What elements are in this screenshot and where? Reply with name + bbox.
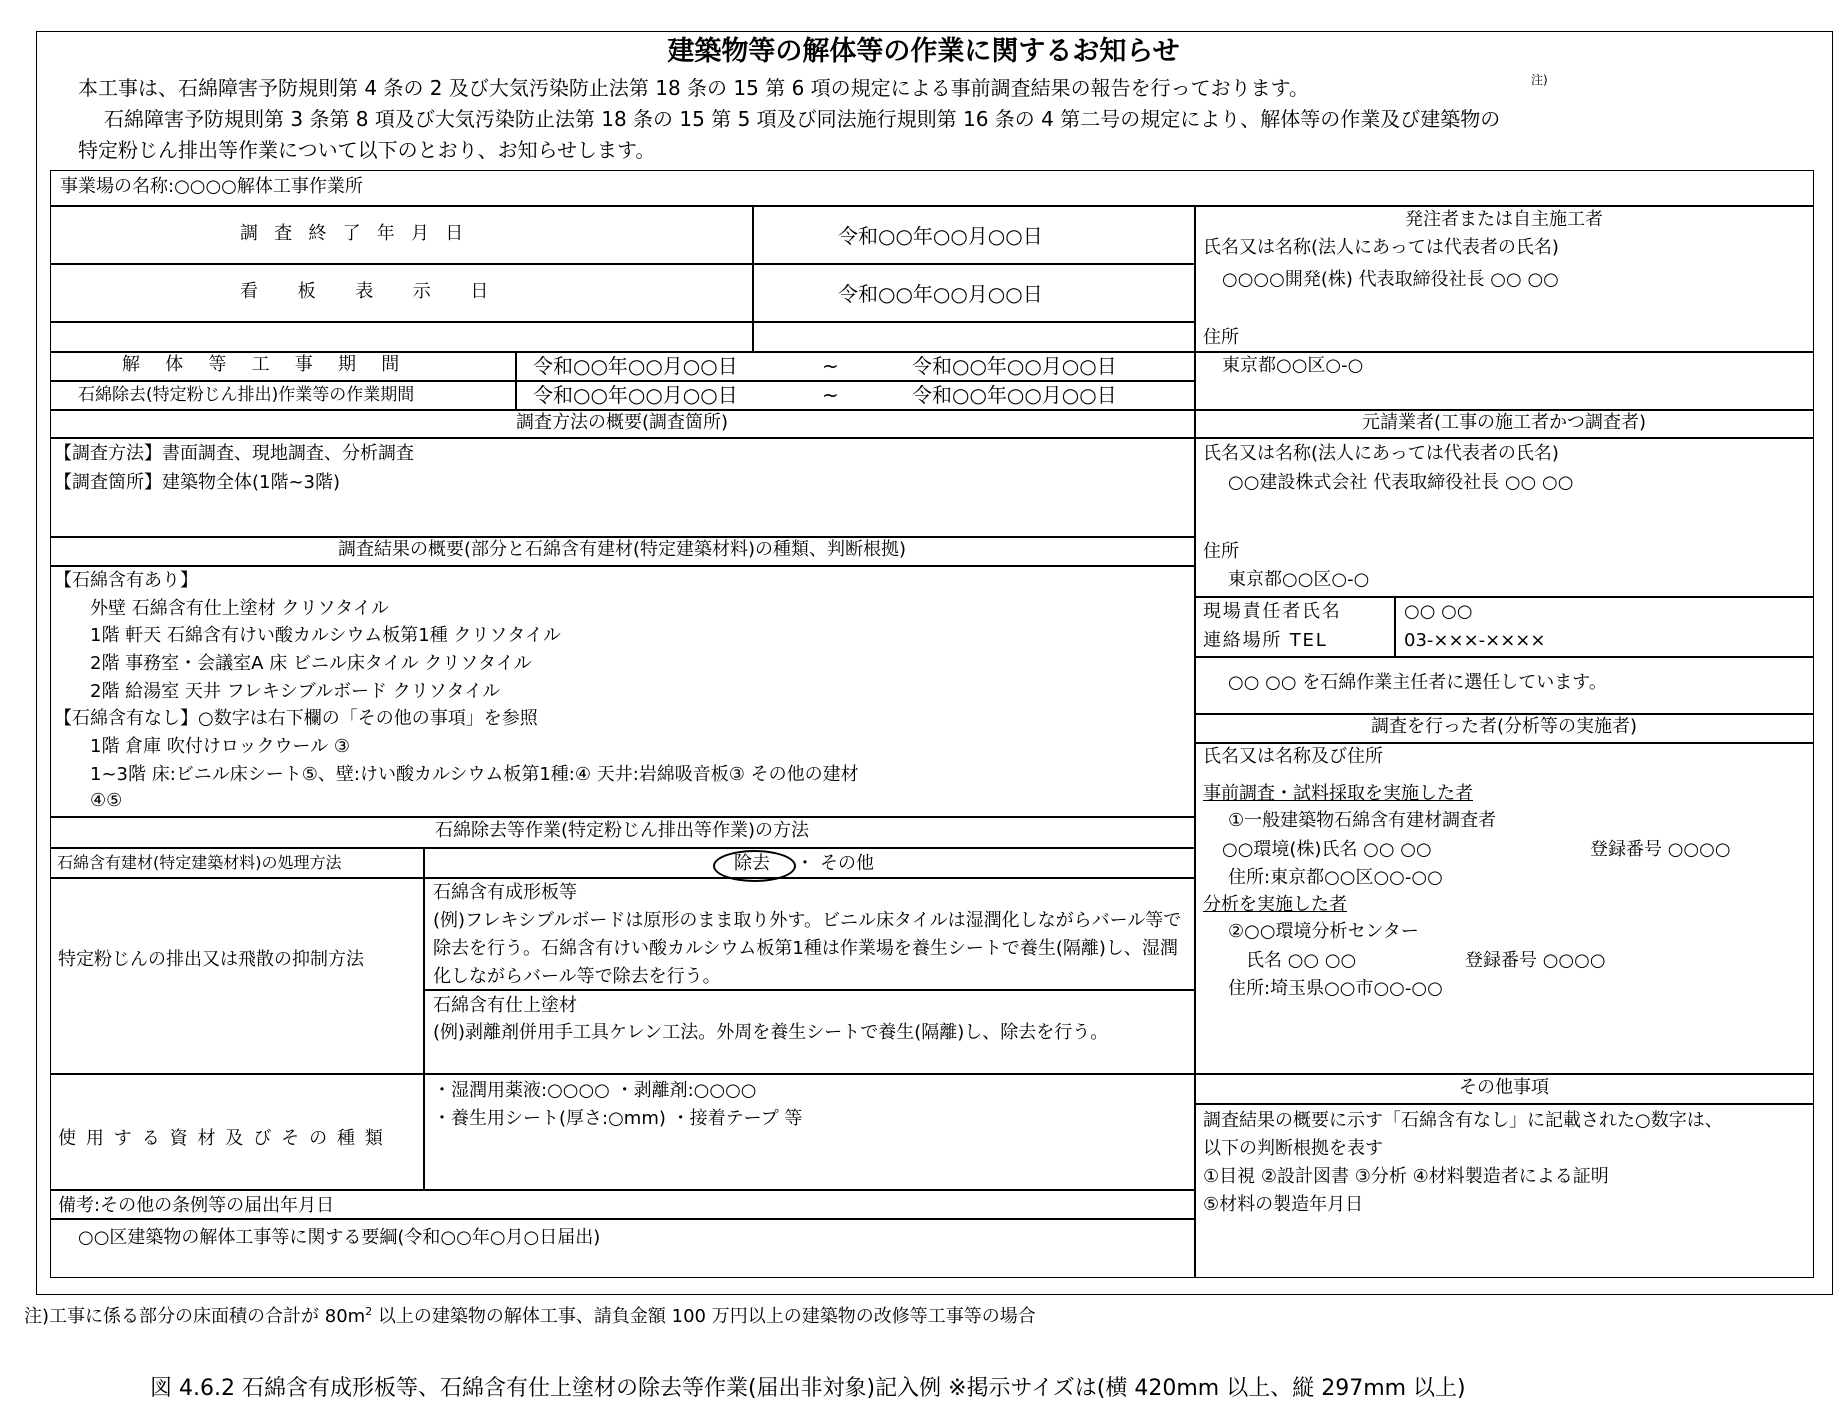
treatment-label: 石綿含有建材(特定建築材料)の処理方法 xyxy=(57,853,342,872)
asbestos-period-end: 令和○○年○○月○○日 xyxy=(912,383,1117,407)
contact-value: 03-×××-×××× xyxy=(1404,630,1546,651)
analysis-registration: 登録番号 ○○○○ xyxy=(1465,950,1606,971)
results-heading: 調査結果の概要(部分と石綿含有建材(特定建築材料)の種類、判断根拠) xyxy=(337,539,907,560)
surveyor-name-addr-label: 氏名又は名称及び住所 xyxy=(1203,746,1383,767)
figure-caption: 図 4.6.2 石綿含有成形板等、石綿含有仕上塗材の除去等作業(届出非対象)記入例 ※掲示サイズは(横 420mm 以上、縦 297mm 以上) xyxy=(150,1376,1466,1401)
footnote-superscript: 2 xyxy=(365,1305,373,1318)
rule-site-manager-top xyxy=(1194,596,1814,598)
workplace-name: 事業場の名称:○○○○解体工事作業所 xyxy=(60,176,363,197)
rule-materials-top xyxy=(50,1073,1814,1075)
other-heading: その他事項 xyxy=(1459,1077,1549,1098)
treatment-separator: ・ xyxy=(796,853,814,874)
orderer-address-value: 東京都○○区○-○ xyxy=(1222,355,1364,376)
footnote xyxy=(24,1306,1036,1326)
pre-survey-qualification: ①一般建築物石綿含有建材調査者 xyxy=(1228,810,1497,831)
sign-date-value: 令和○○年○○月○○日 xyxy=(838,282,1043,306)
site-manager-label: 現場責任者氏名 xyxy=(1203,601,1342,622)
materials-label: 使用する資材及びその種類 xyxy=(58,1128,393,1149)
results-line: 2階 事務室・会議室A 床 ビニル床タイル クリソタイル xyxy=(90,653,532,674)
rule-removal-top xyxy=(50,816,1194,818)
contractor-name-label: 氏名又は名称(法人にあっては代表者の氏名) xyxy=(1203,443,1559,464)
rule-survey-head-bottom xyxy=(50,437,1814,439)
analysis-org: ②○○環境分析センター xyxy=(1228,921,1419,942)
rule-period-mid xyxy=(50,380,1194,382)
chief-note: ○○ ○○ を石綿作業主任者に選任しています。 xyxy=(1228,672,1607,693)
rule-surveyor-head xyxy=(1194,742,1814,744)
contractor-heading: 元請業者(工事の施工者かつ調査者) xyxy=(1361,412,1647,433)
survey-end-label: 調査終了年月日 xyxy=(240,223,480,244)
rule-date-1 xyxy=(50,263,1194,265)
rule-remarks-label xyxy=(50,1218,1194,1220)
orderer-name-value: ○○○○開発(株) 代表取締役社長 ○○ ○○ xyxy=(1222,269,1559,290)
asbestos-period-tilde: ~ xyxy=(822,383,839,407)
survey-method-heading: 調査方法の概要(調査箇所) xyxy=(515,412,729,433)
rule-results-bottom xyxy=(50,565,1194,567)
results-line: 2階 給湯室 天井 フレキシブルボード クリソタイル xyxy=(90,681,501,702)
analysis-label: 分析を実施した者 xyxy=(1203,894,1347,915)
rule-results-top xyxy=(50,536,1194,538)
analysis-address: 住所:埼玉県○○市○○-○○ xyxy=(1228,978,1443,999)
intro-line-3: 特定粉じん排出等作業について以下のとおり、お知らせします。 xyxy=(78,138,656,162)
other-line-3: ①目視 ②設計図書 ③分析 ④材料製造者による証明 xyxy=(1203,1166,1609,1187)
contact-label: 連絡場所 TEL xyxy=(1203,630,1328,651)
treatment-other: その他 xyxy=(820,853,874,874)
orderer-name-label: 氏名又は名称(法人にあっては代表者の氏名) xyxy=(1203,237,1559,258)
survey-method: 【調査方法】書面調査、現地調査、分析調査 xyxy=(54,443,414,464)
surveyor-heading: 調査を行った者(分析等の実施者) xyxy=(1370,716,1638,737)
results-line: 【石綿含有あり】 xyxy=(54,570,198,591)
orderer-heading: 発注者または自主施工者 xyxy=(1405,209,1603,230)
pre-survey-label: 事前調査・試料採取を実施した者 xyxy=(1203,783,1473,804)
coating-title: 石綿含有仕上塗材 xyxy=(433,995,577,1016)
rule-period-divider xyxy=(515,351,517,409)
results-line: 【石綿含有なし】○数字は右下欄の「その他の事項」を参照 xyxy=(54,708,538,729)
results-line: 1階 軒天 石綿含有けい酸カルシウム板第1種 クリソタイル xyxy=(90,625,561,646)
treatment-selected: 除去 xyxy=(734,853,770,874)
pre-survey-registration: 登録番号 ○○○○ xyxy=(1590,839,1731,860)
board-text: (例)フレキシブルボードは原形のまま取り外す。ビニル床タイルは湿潤化しながらバール等で除去を行う。石綿含有けい酸カルシウム板第1種は作業場を養生シートで養生(隔離)し、湿潤化しながらバール等で除去を行う。 xyxy=(433,910,1182,987)
rule-survey-head-top xyxy=(50,409,1814,411)
other-line-1: 調査結果の概要に示す「石綿含有なし」に記載された○数字は、 xyxy=(1203,1110,1723,1131)
period-start: 令和○○年○○月○○日 xyxy=(533,354,738,378)
rule-workplace xyxy=(50,205,1814,207)
board-title: 石綿含有成形板等 xyxy=(433,882,577,903)
footnote-prefix: 注)工事に係る部分の床面積の合計が 80m xyxy=(24,1306,366,1327)
intro-line-2: 石綿障害予防規則第 3 条第 8 項及び大気汚染防止法第 18 条の 15 第 5 項及び同法施行規則第 16 条の 4 第二号の規定により、解体等の作業及び建築物の xyxy=(104,107,1501,131)
analysis-name: 氏名 ○○ ○○ xyxy=(1246,950,1357,971)
rule-surveyor-top xyxy=(1194,713,1814,715)
other-line-2: 以下の判断根拠を表す xyxy=(1203,1138,1383,1159)
period-label: 解体等工事期間 xyxy=(122,354,425,375)
results-line: ④⑤ xyxy=(90,790,123,811)
orderer-address-label: 住所 xyxy=(1203,327,1239,348)
remarks-label: 備考:その他の条例等の届出年月日 xyxy=(58,1195,335,1216)
remarks-value: ○○区建築物の解体工事等に関する要綱(令和○○年○月○日届出) xyxy=(78,1227,601,1248)
materials-line-1: ・湿潤用薬液:○○○○ ・剥離剤:○○○○ xyxy=(433,1080,757,1101)
suppression-label: 特定粉じんの排出又は飛散の抑制方法 xyxy=(58,949,364,970)
materials-line-2: ・養生用シート(厚さ:○mm) ・接着テープ 等 xyxy=(433,1108,803,1129)
results-line: 外壁 石綿含有仕上塗材 クリソタイル xyxy=(90,598,389,619)
survey-location: 【調査箇所】建築物全体(1階~3階) xyxy=(54,472,341,493)
rule-removal-head xyxy=(50,847,1194,849)
contractor-name-value: ○○建設株式会社 代表取締役社長 ○○ ○○ xyxy=(1228,472,1574,493)
asbestos-period-label: 石綿除去(特定粉じん排出)作業等の作業期間 xyxy=(78,385,415,405)
pre-survey-name: ○○環境(株)氏名 ○○ ○○ xyxy=(1222,839,1432,860)
intro-note-mark: 注) xyxy=(1531,73,1548,87)
results-line: 1~3階 床:ビニル床シート⑤、壁:けい酸カルシウム板第1種:④ 天井:岩綿吸音板③ その他の建材 xyxy=(90,764,859,785)
coating-text: (例)剥離剤併用手工具ケレン工法。外周を養生シートで養生(隔離)し、除去を行う。 xyxy=(433,1022,1109,1043)
other-line-4: ⑤材料の製造年月日 xyxy=(1203,1194,1364,1215)
rule-date-2 xyxy=(50,321,1194,323)
rule-other-head xyxy=(1194,1103,1814,1105)
sign-date-label: 看板表示日 xyxy=(240,281,528,302)
contractor-address-value: 東京都○○区○-○ xyxy=(1228,569,1370,590)
notice-title: 建築物等の解体等の作業に関するお知らせ xyxy=(667,36,1180,67)
rule-date-divider xyxy=(752,205,754,351)
survey-end-value: 令和○○年○○月○○日 xyxy=(838,224,1043,248)
rule-removal-divider xyxy=(423,847,425,1189)
footnote-suffix: 以上の建築物の解体工事、請負金額 100 万円以上の建築物の改修等工事等の場合 xyxy=(372,1306,1036,1327)
rule-period-top xyxy=(50,351,1814,353)
intro-line-1: 本工事は、石綿障害予防規則第 4 条の 2 及び大気汚染防止法第 18 条の 15 第 6 項の規定による事前調査結果の報告を行っております。 xyxy=(78,76,1310,100)
rule-site-manager-divider xyxy=(1394,596,1396,656)
rule-site-manager-bottom xyxy=(1194,656,1814,658)
rule-treatment xyxy=(50,877,1194,879)
site-manager-value: ○○ ○○ xyxy=(1404,601,1473,622)
period-end: 令和○○年○○月○○日 xyxy=(912,354,1117,378)
contractor-address-label: 住所 xyxy=(1203,541,1239,562)
asbestos-period-start: 令和○○年○○月○○日 xyxy=(533,383,738,407)
removal-heading: 石綿除去等作業(特定粉じん排出等作業)の方法 xyxy=(434,820,810,841)
rule-remarks-top xyxy=(50,1189,1194,1191)
pre-survey-address: 住所:東京都○○区○○-○○ xyxy=(1228,867,1443,888)
rule-right-column xyxy=(1194,205,1196,1278)
period-tilde: ~ xyxy=(822,354,839,378)
results-line: 1階 倉庫 吹付けロックウール ③ xyxy=(90,736,351,757)
